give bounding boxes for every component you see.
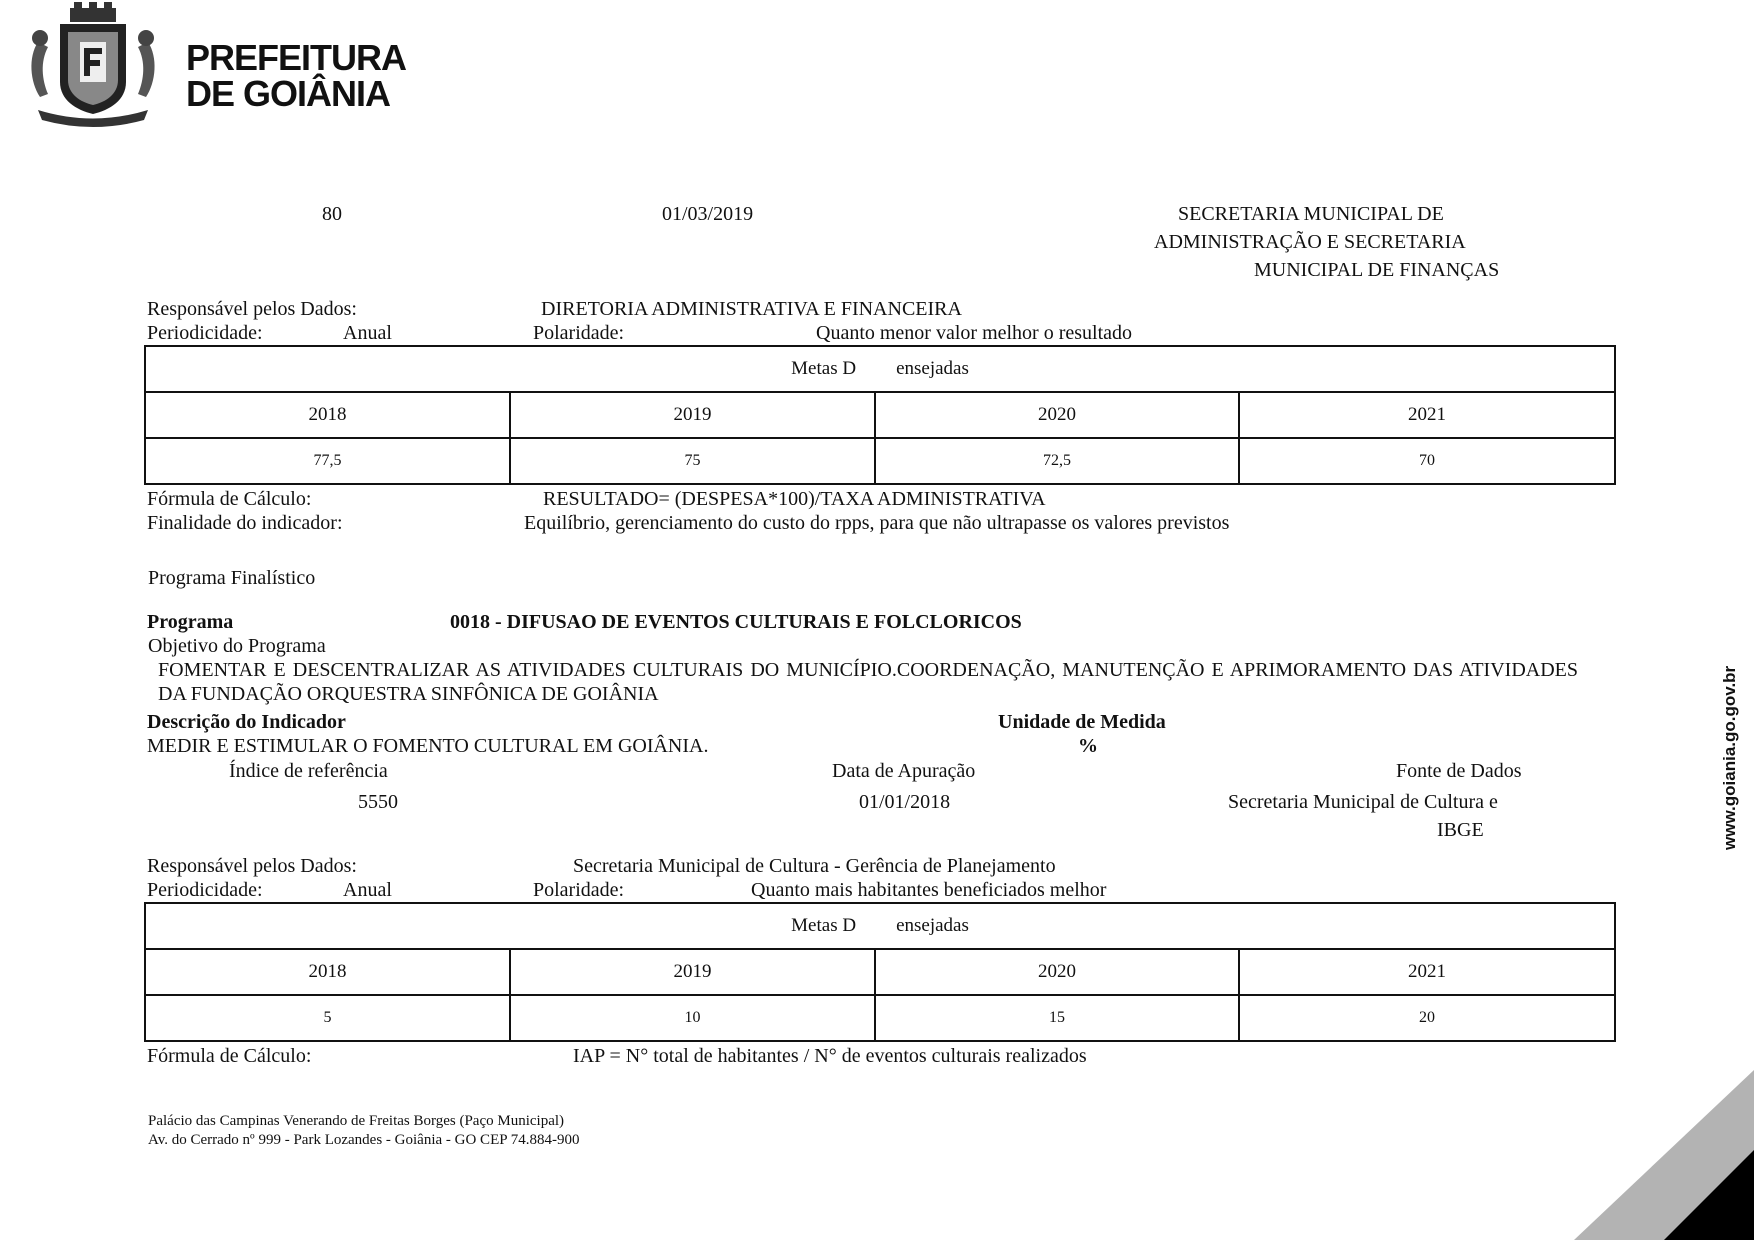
responsavel-value: DIRETORIA ADMINISTRATIVA E FINANCEIRA	[541, 298, 962, 320]
finalidade-value: Equilíbrio, gerenciamento do custo do rpps, para que não ultrapasse os valores previstos	[524, 512, 1230, 534]
corner-decoration	[1574, 1070, 1754, 1240]
data-apuracao-label: Data de Apuração	[832, 760, 976, 782]
section-label: Programa Finalístico	[148, 567, 316, 589]
polaridade-value: Quanto menor valor melhor o resultado	[816, 322, 1133, 344]
fonte-value-line-1: Secretaria Municipal de Cultura e	[1228, 791, 1498, 813]
indice-value: 5550	[358, 791, 398, 813]
indice-label: Índice de referência	[229, 760, 388, 782]
city-seal	[18, 2, 168, 127]
metas-header	[145, 346, 1615, 392]
metas-header-part-b: ensejadas	[896, 358, 969, 379]
metas-header-part-a: Metas D	[791, 915, 857, 936]
footer-address-line-1: Palácio das Campinas Venerando de Freitas Borges (Paço Municipal)	[148, 1113, 565, 1129]
target-value-cell: 72,5	[875, 438, 1239, 484]
fonte-value-line-2: IBGE	[1437, 819, 1484, 841]
fonte-label: Fonte de Dados	[1396, 760, 1522, 782]
metas-header	[145, 903, 1615, 949]
target-value-cell: 70	[1239, 438, 1615, 484]
periodicidade-label: Periodicidade:	[147, 879, 263, 901]
finalidade-label: Finalidade do indicador:	[147, 512, 343, 534]
year-cell: 2018	[145, 949, 510, 995]
formula-value: IAP = N° total de habitantes / N° de eventos culturais realizados	[573, 1045, 1087, 1067]
year-cell: 2021	[1239, 949, 1615, 995]
metas-table-1	[144, 345, 1616, 485]
indicator-number: 80	[322, 203, 342, 225]
objetivo-label: Objetivo do Programa	[148, 635, 326, 657]
year-cell: 2019	[510, 392, 875, 438]
formula-value: RESULTADO= (DESPESA*100)/TAXA ADMINISTRATIVA	[543, 488, 1046, 510]
year-cell: 2018	[145, 392, 510, 438]
objetivo-text: FOMENTAR E DESCENTRALIZAR AS ATIVIDADES CULTURAIS DO MUNICÍPIO.COORDENAÇÃO, MANUTENÇÃO E APRIMORAMENTO DAS ATIVIDADES DA FUNDAÇÃO ORQUESTRA SINFÔNICA DE GOIÂNIA	[158, 659, 1578, 705]
logo-line-2: DE GOIÂNIA	[186, 73, 391, 114]
coat-of-arms-icon	[18, 2, 168, 127]
periodicidade-label: Periodicidade:	[147, 322, 263, 344]
unidade-label: Unidade de Medida	[998, 711, 1166, 733]
footer-address-line-2: Av. do Cerrado nº 999 - Park Lozandes - Goiânia - GO CEP 74.884-900	[148, 1132, 580, 1148]
year-cell: 2019	[510, 949, 875, 995]
data-apuracao-value: 01/01/2018	[859, 791, 951, 813]
secretaria-line-1: SECRETARIA MUNICIPAL DE	[1178, 203, 1444, 225]
periodicidade-value: Anual	[343, 879, 392, 901]
target-value-cell: 10	[510, 995, 875, 1041]
polaridade-label: Polaridade:	[533, 322, 625, 344]
polaridade-label: Polaridade:	[533, 879, 625, 901]
programa-value: 0018 - DIFUSAO DE EVENTOS CULTURAIS E FOLCLORICOS	[450, 611, 1022, 633]
descricao-label: Descrição do Indicador	[147, 711, 346, 733]
descricao-value: MEDIR E ESTIMULAR O FOMENTO CULTURAL EM GOIÂNIA.	[147, 735, 709, 757]
logo-line-1: PREFEITURA	[186, 37, 407, 78]
city-logo-text	[186, 37, 407, 114]
website-url: www.goiania.go.gov.br	[1720, 665, 1739, 850]
unidade-value: %	[1078, 735, 1098, 757]
secretaria-line-2: ADMINISTRAÇÃO E SECRETARIA	[1154, 231, 1466, 253]
responsavel-label: Responsável pelos Dados:	[147, 298, 357, 320]
target-value-cell: 20	[1239, 995, 1615, 1041]
responsavel-label: Responsável pelos Dados:	[147, 855, 357, 877]
target-value-cell: 15	[875, 995, 1239, 1041]
indicator-date: 01/03/2019	[662, 203, 754, 225]
metas-header-part-b: ensejadas	[896, 915, 969, 936]
metas-header-part-a: Metas D	[791, 358, 857, 379]
formula-label: Fórmula de Cálculo:	[147, 488, 312, 510]
target-value-cell: 77,5	[145, 438, 510, 484]
polaridade-value: Quanto mais habitantes beneficiados melhor	[751, 879, 1107, 901]
target-value-cell: 75	[510, 438, 875, 484]
programa-label: Programa	[147, 611, 234, 633]
year-cell: 2020	[875, 949, 1239, 995]
target-value-cell: 5	[145, 995, 510, 1041]
formula-label: Fórmula de Cálculo:	[147, 1045, 312, 1067]
periodicidade-value: Anual	[343, 322, 392, 344]
responsavel-value: Secretaria Municipal de Cultura - Gerência de Planejamento	[573, 855, 1056, 877]
year-cell: 2020	[875, 392, 1239, 438]
year-cell: 2021	[1239, 392, 1615, 438]
metas-table-2	[144, 902, 1616, 1042]
secretaria-line-3: MUNICIPAL DE FINANÇAS	[1254, 259, 1500, 281]
